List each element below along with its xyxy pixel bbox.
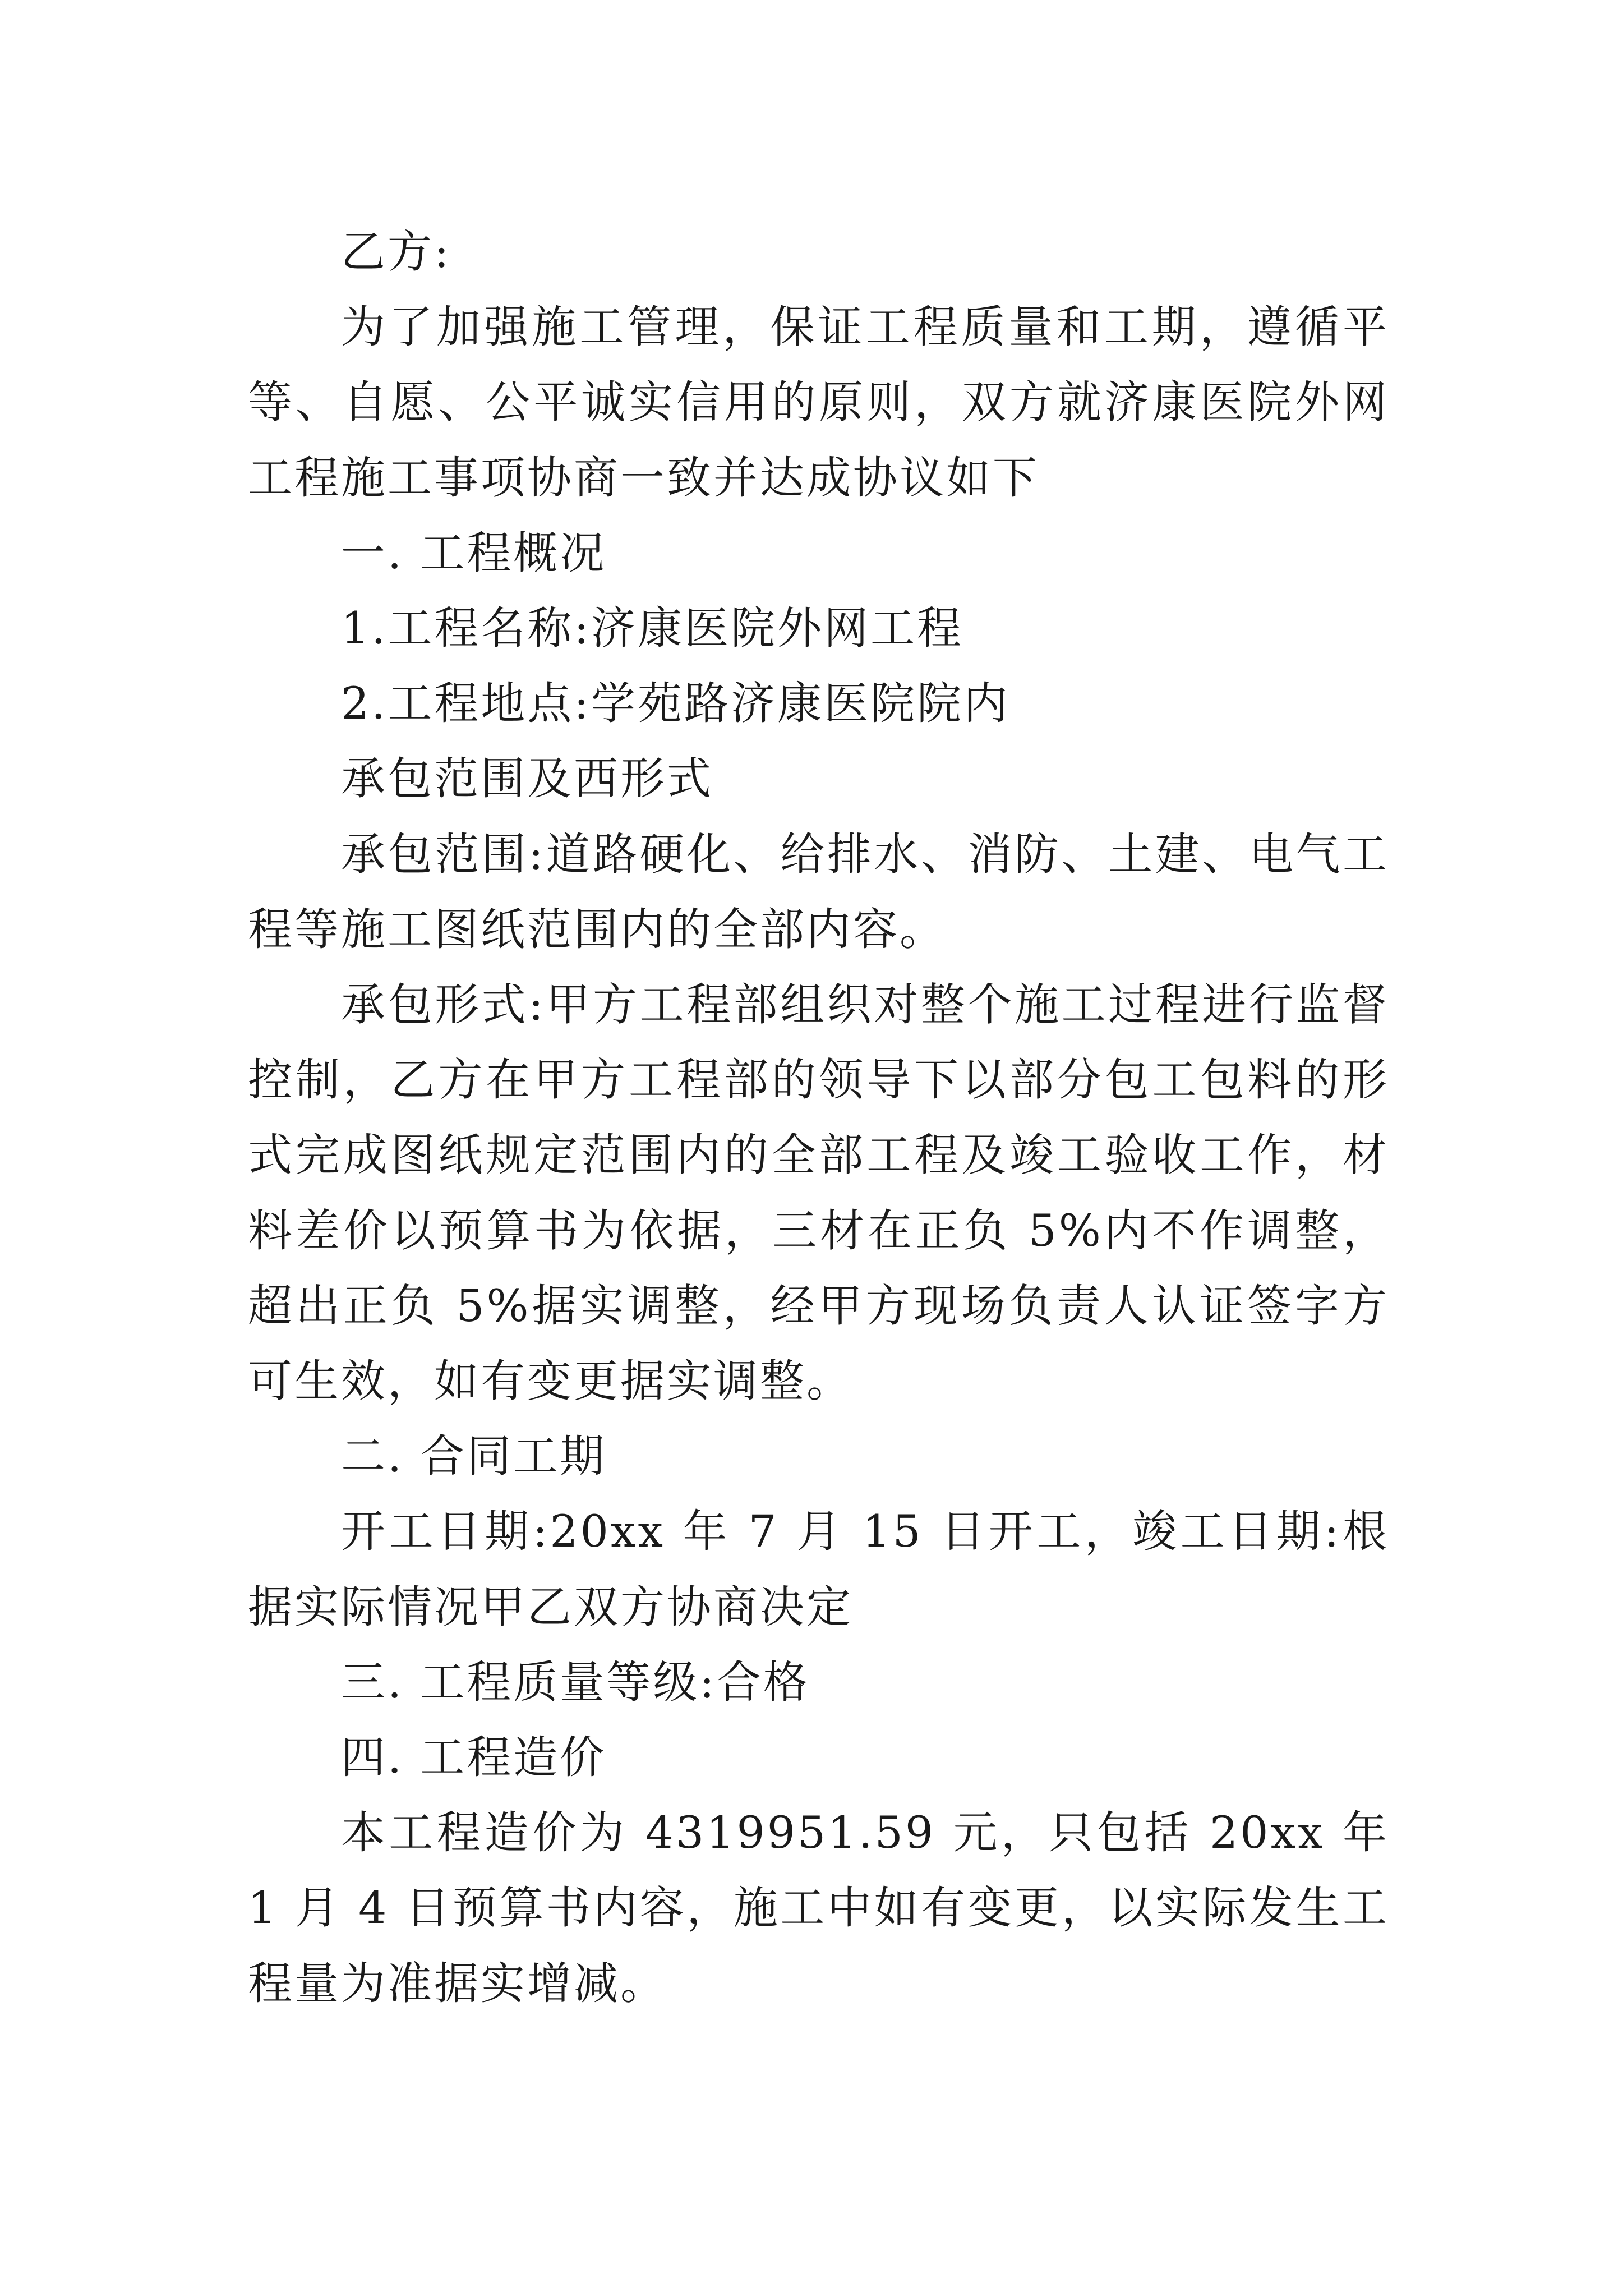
section-1-heading: 一. 工程概况 [341, 527, 607, 579]
cost-paragraph: 本工程造价为 4319951.59 元，只包括 20xx 年 1 月 4 日预算书内容，施工中如有变更，以实际发生工程量为准据实增减。 [248, 1807, 1389, 2009]
section-3-heading: 三. 工程质量等级:合格 [341, 1656, 810, 1708]
section-2-heading: 二. 合同工期 [341, 1430, 607, 1483]
project-location-line: 2.工程地点:学苑路济康医院院内 [341, 678, 1010, 730]
contract-scope-heading: 承包范围及西形式 [341, 753, 713, 805]
project-name-line: 1.工程名称:济康医院外网工程 [341, 602, 963, 655]
schedule-paragraph: 开工日期:20xx 年 7 月 15 日开工，竣工日期:根据实际情况甲乙双方协商决定 [248, 1506, 1389, 1633]
party-b-label: 乙方: [341, 226, 451, 278]
contract-scope-paragraph: 承包范围:道路硬化、给排水、消防、土建、电气工程等施工图纸范围内的全部内容。 [248, 828, 1389, 955]
preamble-paragraph: 为了加强施工管理，保证工程质量和工期，遵循平等、自愿、公平诚实信用的原则，双方就济康医院外网工程施工事项协商一致并达成协议如下 [248, 301, 1389, 504]
contract-form-paragraph: 承包形式:甲方工程部组织对整个施工过程进行监督控制，乙方在甲方工程部的领导下以部分包工包料的形式完成图纸规定范围内的全部工程及竣工验收工作，材料差价以预算书为依据，三材在正负 5%内不作调整，超出正负 5%据实调整，经甲方现场负责人认证签字方可生效，如有变更据实调整。 [248, 979, 1389, 1407]
document-body [248, 214, 1389, 2021]
section-4-heading: 四. 工程造价 [341, 1732, 607, 1784]
